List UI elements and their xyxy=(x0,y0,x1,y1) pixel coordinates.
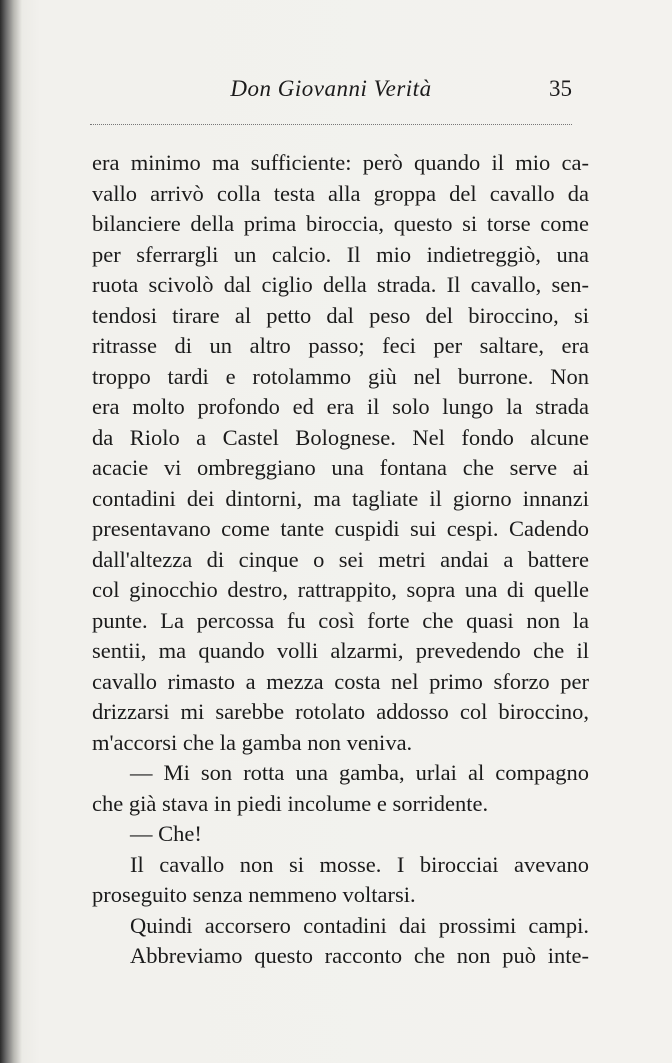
text-line: ritrasse di un altro passo; feci per saltare, era xyxy=(92,333,589,358)
text-line: presentavano come tante cuspidi sui cespi. Cadendo xyxy=(92,516,589,541)
text-line: col ginocchio destro, rattrappito, sopra una di quelle xyxy=(92,577,589,602)
page-spine-shadow xyxy=(0,0,22,1063)
text-line: per sferrargli un calcio. Il mio indietreggiò, una xyxy=(92,241,589,267)
text-line: Quindi accorsero contadini dai prossimi campi. xyxy=(130,912,589,938)
text-line: Il cavallo non si mosse. I birocciai avevano xyxy=(130,851,589,877)
page-number: 35 xyxy=(549,76,572,101)
text-line: — Che! xyxy=(130,821,202,846)
text-line: da Riolo a Castel Bolognese. Nel fondo alcune xyxy=(92,424,589,450)
text-line: — Mi son rotta una gamba, urlai al compagno xyxy=(130,760,589,785)
running-header xyxy=(90,72,572,108)
text-line: contadini dei dintorni, ma tagliate il giorno innanzi xyxy=(92,485,589,511)
text-line: Abbreviamo questo racconto che non può inte- xyxy=(130,943,589,968)
text-line: ruota scivolò dal ciglio della strada. Il cavallo, sen- xyxy=(92,272,589,297)
text-line: m'accorsi che la gamba non veniva. xyxy=(92,729,413,755)
text-line: proseguito senza nemmeno voltarsi. xyxy=(92,882,416,907)
text-line: cavallo rimasto a mezza costa nel primo sforzo per xyxy=(92,668,589,694)
text-line: acacie vi ombreggiano una fontana che serve ai xyxy=(92,455,589,480)
text-line: dall'altezza di cinque o sei metri andai a battere xyxy=(92,546,589,572)
text-line: era molto profondo ed era il solo lungo la strada xyxy=(92,394,589,419)
text-line: era minimo ma sufficiente: però quando il mio ca- xyxy=(92,150,589,175)
text-line: che già stava in piedi incolume e sorridente. xyxy=(92,790,489,816)
text-line: vallo arrivò colla testa alla groppa del cavallo da xyxy=(92,180,589,206)
text-line: tendosi tirare al petto dal peso del birocсino, si xyxy=(92,302,589,328)
text-line: punte. La percossa fu così forte che quasi non la xyxy=(92,607,589,633)
header-rule xyxy=(90,124,572,125)
text-line: bilanciere della prima biroccia, questo si torse come xyxy=(92,211,589,236)
text-line: troppo tardi e rotolammo giù nel burrone. Non xyxy=(92,363,589,389)
text-line: sentii, ma quando volli alzarmi, prevedendo che il xyxy=(92,638,589,663)
running-title: Don Giovanni Verità xyxy=(230,76,432,101)
text-line: drizzarsi mi sarebbe rotolato addosso col biroccino, xyxy=(92,699,589,724)
